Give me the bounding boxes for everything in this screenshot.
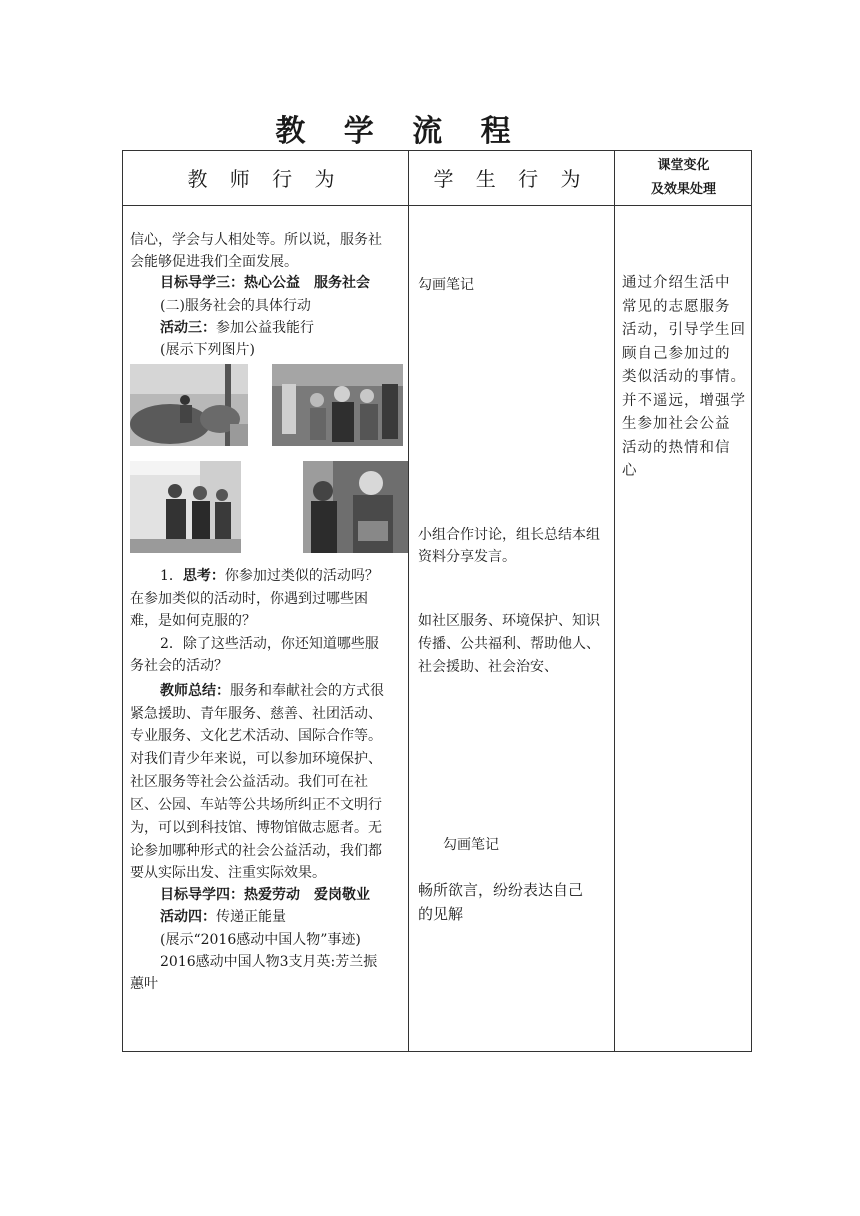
teacher-header: 教 师 行 为 xyxy=(187,167,343,191)
question-text: 你参加过类似的活动吗？ xyxy=(224,568,379,584)
column-divider xyxy=(614,150,615,1052)
effect-line: 类似活动的事情。 xyxy=(622,369,746,385)
effect-line: 心 xyxy=(622,463,638,479)
teacher-text: (二)服务社会的具体行动 xyxy=(160,298,311,314)
teacher-text: 对我们青少年来说，可以参加环境保护、 xyxy=(130,751,382,767)
teacher-text: 专业服务、文化艺术活动、国际合作等。 xyxy=(130,728,382,744)
teacher-text: 区、公园、车站等公共场所纠正不文明行 xyxy=(130,797,382,813)
teacher-text: 论参加哪种形式的社会公益活动，我们都 xyxy=(130,843,382,859)
effect-header-line: 及效果处理 xyxy=(650,181,716,197)
teacher-text: 要从实际出发、注重实际效果。 xyxy=(130,865,326,881)
student-text: 资料分享发言。 xyxy=(418,549,516,565)
effect-line: 活动，引导学生回 xyxy=(622,322,746,338)
teacher-text: (展示“2016感动中国人物”事迹) xyxy=(160,932,361,948)
effect-text xyxy=(622,272,750,484)
student-text: 传播、公共福利、帮助他人、 xyxy=(418,636,600,652)
student-text: 勾画笔记 xyxy=(418,277,474,293)
activity-title: 参加公益我能行 xyxy=(216,320,314,336)
effect-line: 常见的志愿服务 xyxy=(622,298,731,315)
volunteer-with-elderly-photo xyxy=(303,461,408,553)
effect-line: 通过介绍生活中 xyxy=(622,275,731,291)
student-text: 小组合作讨论，组长总结本组 xyxy=(418,527,600,543)
activity-label: 活动三： xyxy=(160,320,216,336)
activity-3 xyxy=(160,317,314,340)
page-title: 教 学 流 程 xyxy=(275,114,525,149)
student-text: 畅所欲言，纷纷表达自己 xyxy=(418,881,584,899)
teacher-text: 务社会的活动？ xyxy=(130,658,228,674)
summary-text: 服务和奉献社会的方式很 xyxy=(230,683,384,699)
activity-4 xyxy=(160,906,286,929)
effect-header-line: 课堂变化 xyxy=(657,157,710,173)
activity-title: 传递正能量 xyxy=(216,909,286,925)
volunteers-cleaning-wall-photo xyxy=(130,461,241,553)
student-text: 如社区服务、环境保护、知识 xyxy=(418,613,600,629)
goal-heading-4: 目标导学四：热爱劳动 爱岗敬业 xyxy=(160,887,370,903)
teacher-summary xyxy=(160,680,384,703)
teacher-text: 会能够促进我们全面发展。 xyxy=(130,254,298,270)
teacher-text: 信心，学会与人相处等。所以说，服务社 xyxy=(130,232,382,248)
summary-label: 教师总结： xyxy=(160,683,230,699)
teacher-text: 社区服务等社会公益活动。我们可在社 xyxy=(130,774,368,790)
effect-line: 活动的热情和信 xyxy=(622,439,731,456)
volunteers-on-subway-photo xyxy=(272,364,403,446)
effect-line: 顾自己参加过的 xyxy=(622,345,731,362)
effect-line: 生参加社会公益 xyxy=(622,416,731,432)
question-label: 思考： xyxy=(182,568,225,584)
volunteer-cleaning-photo xyxy=(130,364,248,446)
column-divider xyxy=(408,150,409,1052)
student-text: 社会援助、社会治安、 xyxy=(418,659,558,675)
question-number: 1． xyxy=(160,568,183,584)
teacher-text: 在参加类似的活动时，你遇到过哪些困 xyxy=(130,591,368,607)
effect-line: 并不遥远，增强学 xyxy=(622,392,746,409)
question-1 xyxy=(160,565,379,588)
goal-heading-3: 目标导学三：热心公益 服务社会 xyxy=(160,275,370,291)
question-2: 2．除了这些活动，你还知道哪些服 xyxy=(160,636,379,652)
student-header: 学 生 行 为 xyxy=(433,167,589,191)
teacher-text: 2016感动中国人物3支月英:芳兰振 xyxy=(160,954,378,970)
activity-label: 活动四： xyxy=(160,909,216,925)
teacher-text: (展示下列图片) xyxy=(160,342,255,358)
header-divider xyxy=(122,205,752,206)
teacher-text: 紧急援助、青年服务、慈善、社团活动、 xyxy=(130,706,382,722)
student-text: 的见解 xyxy=(418,905,464,923)
student-text: 勾画笔记 xyxy=(443,837,499,853)
teacher-text: 蕙叶 xyxy=(130,976,158,992)
teacher-text: 为，可以到科技馆、博物馆做志愿者。无 xyxy=(130,820,382,836)
teacher-text: 难，是如何克服的？ xyxy=(130,613,256,629)
effect-header xyxy=(615,150,752,205)
